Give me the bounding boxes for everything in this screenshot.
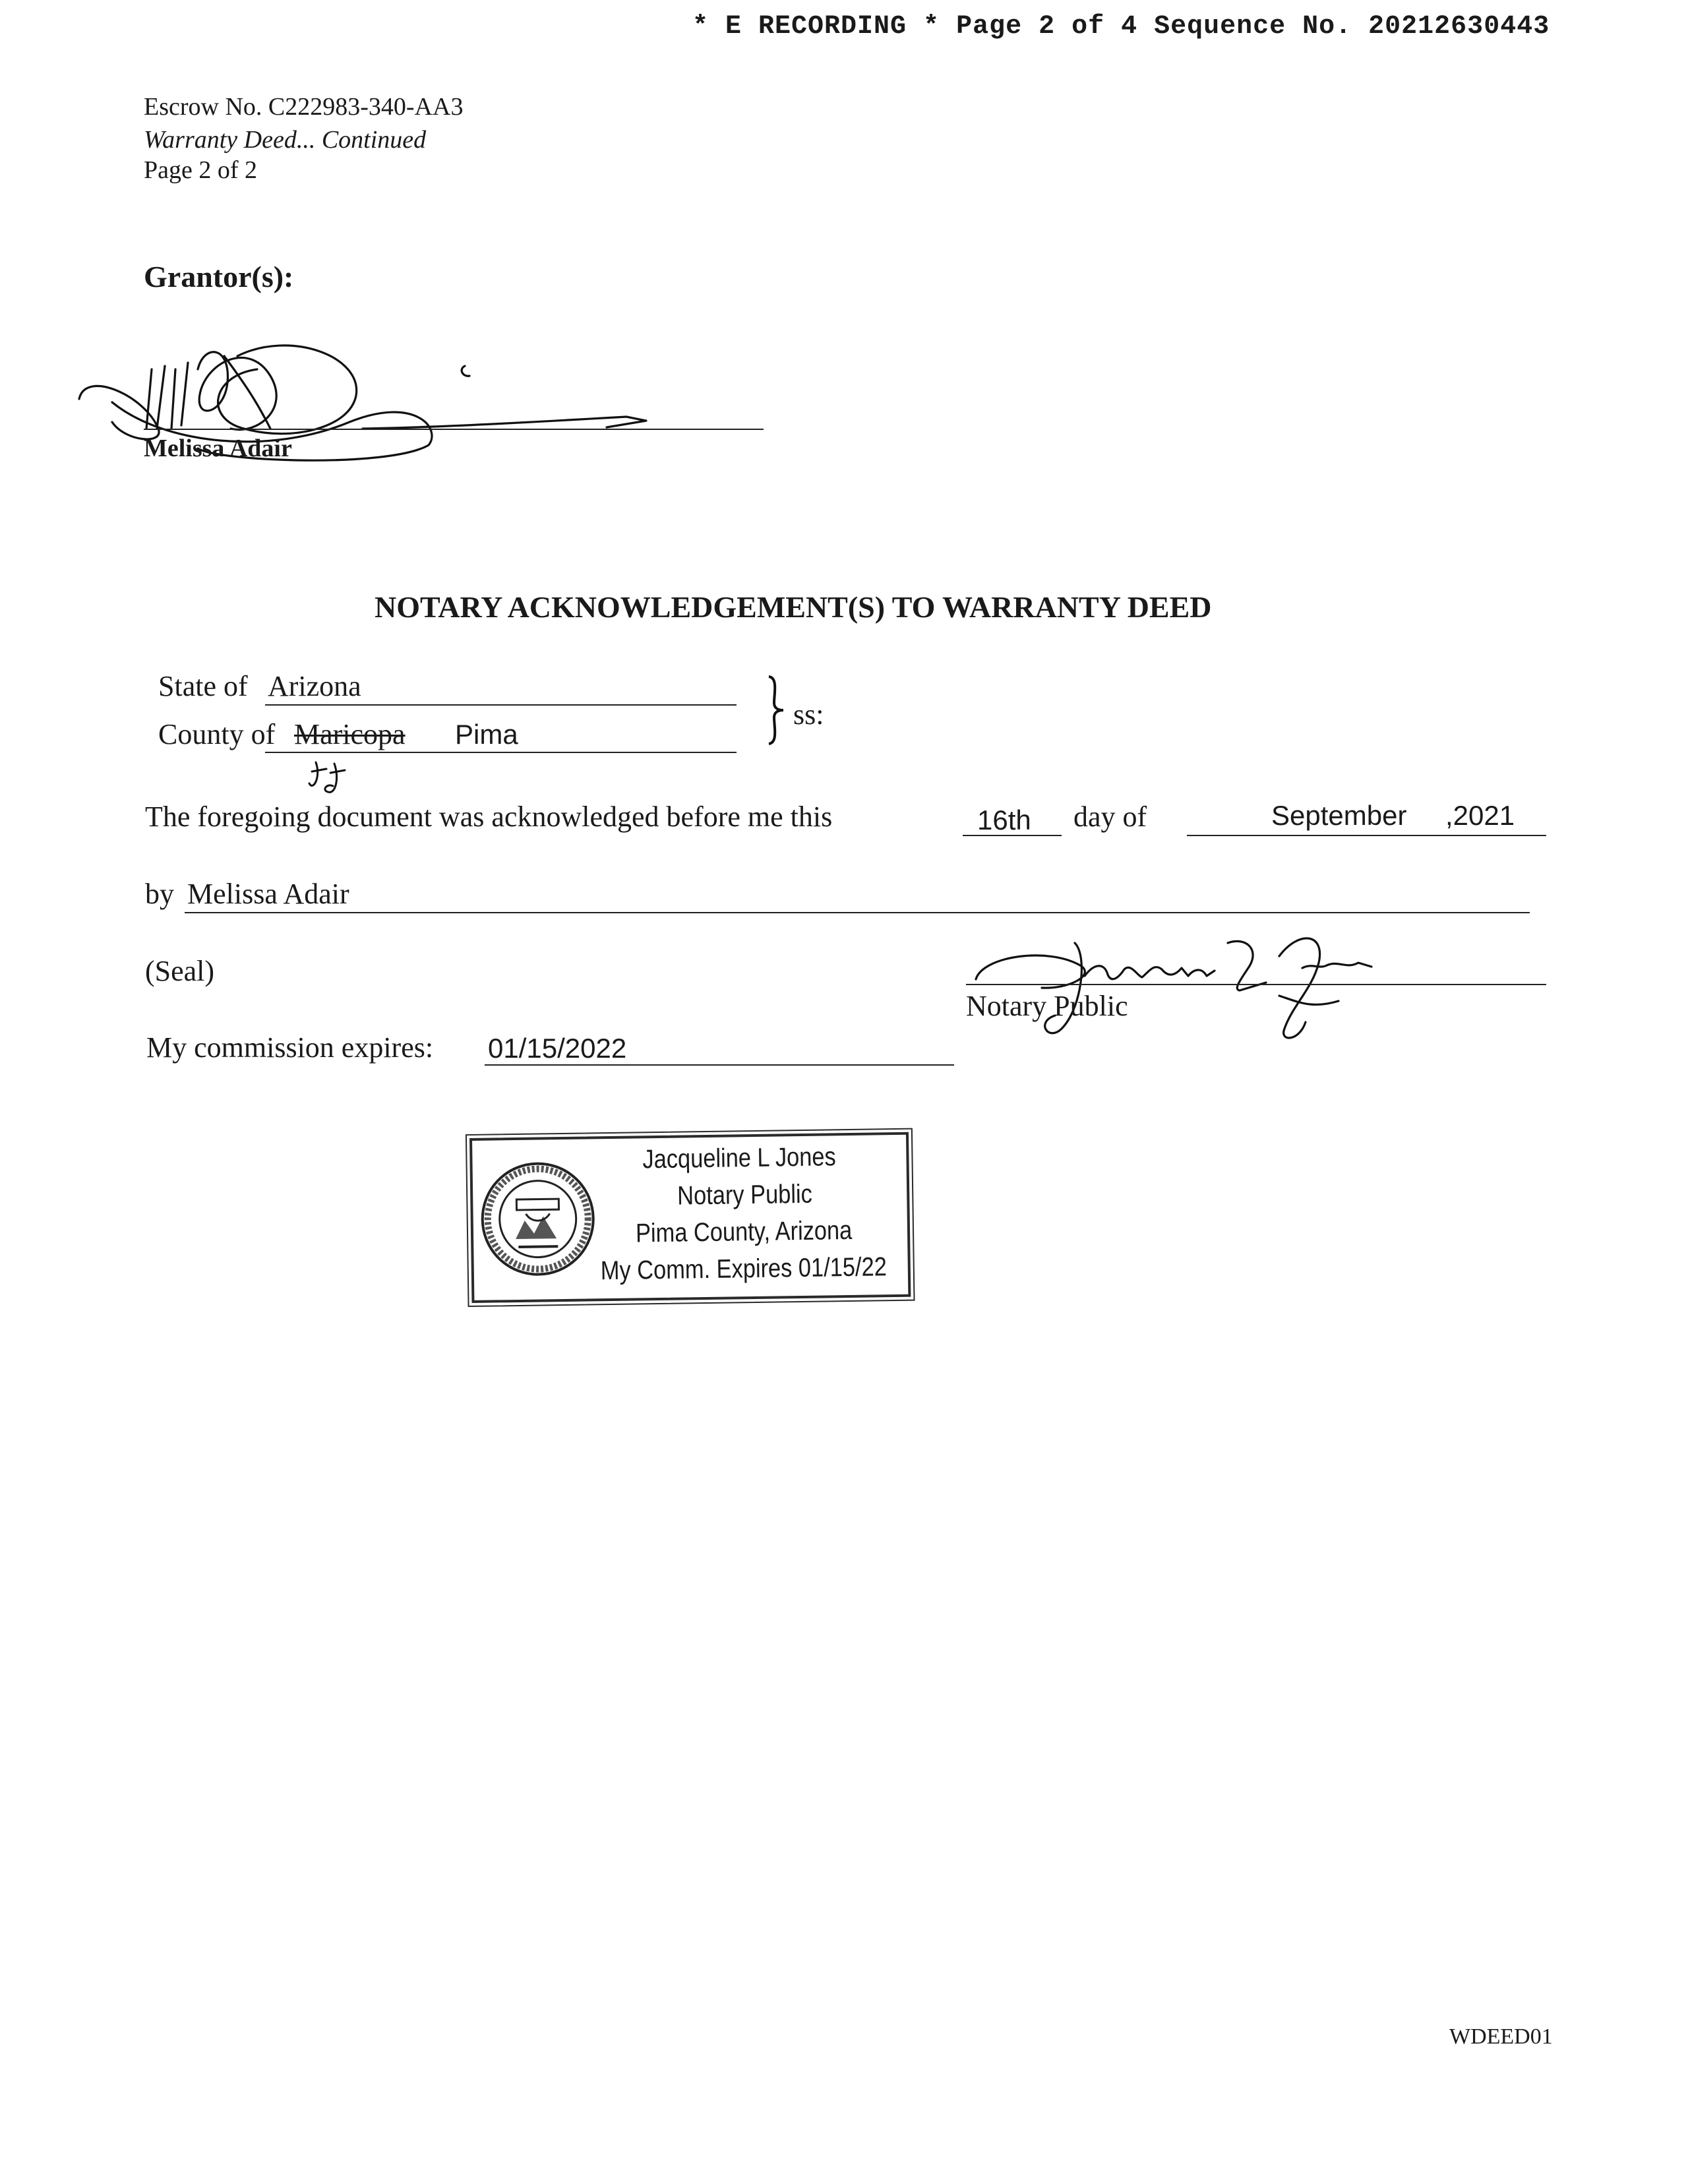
day-of-label: day of [1073, 801, 1147, 833]
notary-public-label: Notary Public [966, 990, 1128, 1022]
commission-value: 01/15/2022 [488, 1033, 627, 1064]
correction-initials [307, 757, 359, 803]
county-struck: Maricopa [294, 718, 406, 750]
state-line [265, 704, 737, 706]
ack-month: September [1271, 800, 1407, 831]
state-seal [477, 1159, 597, 1279]
notary-title: NOTARY ACKNOWLEDGEMENT(S) TO WARRANTY DEED [375, 590, 1212, 624]
form-code: WDEED01 [1449, 2024, 1553, 2049]
stamp-line-3: Pima County, Arizona [635, 1215, 853, 1248]
ack-day: 16th [977, 804, 1031, 835]
ack-day-line [963, 835, 1062, 836]
seal-label: (Seal) [145, 955, 215, 987]
by-label: by [145, 878, 174, 910]
acknowledged-text: The foregoing document was acknowledged before me this [145, 801, 833, 833]
stamp-line-2: Notary Public [677, 1179, 813, 1211]
notary-signature-line [966, 984, 1546, 985]
state-label: State of [158, 670, 248, 702]
deed-continued: Warranty Deed... Continued [144, 126, 427, 154]
escrow-page: Page 2 of 2 [144, 156, 258, 184]
grantor-signature-line [144, 429, 764, 430]
recording-header: * E RECORDING * Page 2 of 4 Sequence No. 20212630443 [692, 12, 1550, 42]
county-line [265, 752, 737, 753]
commission-line [485, 1064, 954, 1066]
grantor-name: Melissa Adair [144, 435, 292, 462]
by-line [185, 912, 1530, 913]
ack-month-line [1187, 835, 1546, 836]
county-label: County of [158, 718, 276, 750]
stamp-line-4: My Comm. Expires 01/15/22 [600, 1252, 888, 1286]
notary-stamp [469, 1132, 911, 1303]
brace-icon [757, 674, 790, 746]
stamp-line-1: Jacqueline L Jones [642, 1142, 837, 1174]
grantor-label: Grantor(s): [144, 260, 294, 293]
escrow-number: Escrow No. C222983-340-AA3 [144, 93, 464, 121]
county-value: Pima [455, 719, 518, 750]
ss-label: ss: [793, 698, 824, 731]
ack-year: ,2021 [1445, 800, 1515, 831]
notary-signature [969, 917, 1431, 1048]
by-value: Melissa Adair [187, 878, 349, 910]
commission-label: My commission expires: [146, 1031, 434, 1064]
state-value: Arizona [268, 670, 361, 702]
